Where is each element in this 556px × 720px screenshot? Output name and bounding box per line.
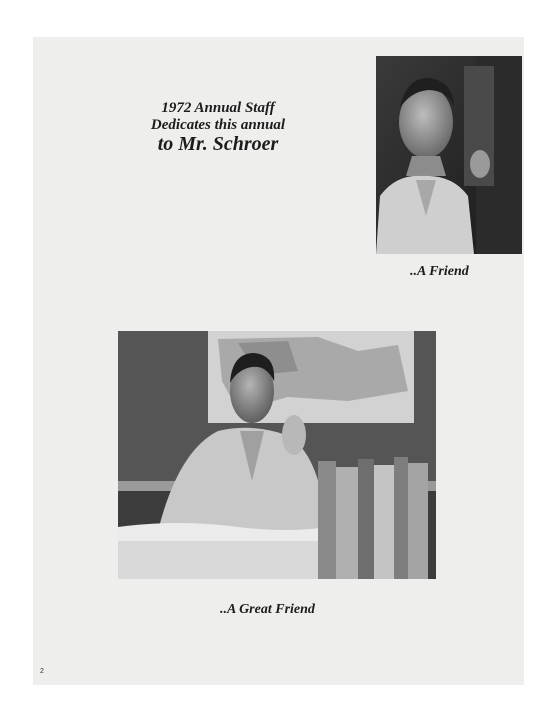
dedication-heading — [108, 100, 328, 155]
dedication-line-2: Dedicates this annual — [150, 117, 286, 133]
classroom-photo — [118, 331, 436, 579]
caption-great-friend: ..A Great Friend — [220, 602, 315, 617]
portrait-photo — [376, 56, 522, 254]
dedication-line-3: to Mr. Schroer — [157, 133, 279, 155]
dedication-line-1: 1972 Annual Staff — [161, 100, 275, 116]
caption-friend: ..A Friend — [410, 264, 469, 279]
page-number: 2 — [40, 668, 44, 675]
